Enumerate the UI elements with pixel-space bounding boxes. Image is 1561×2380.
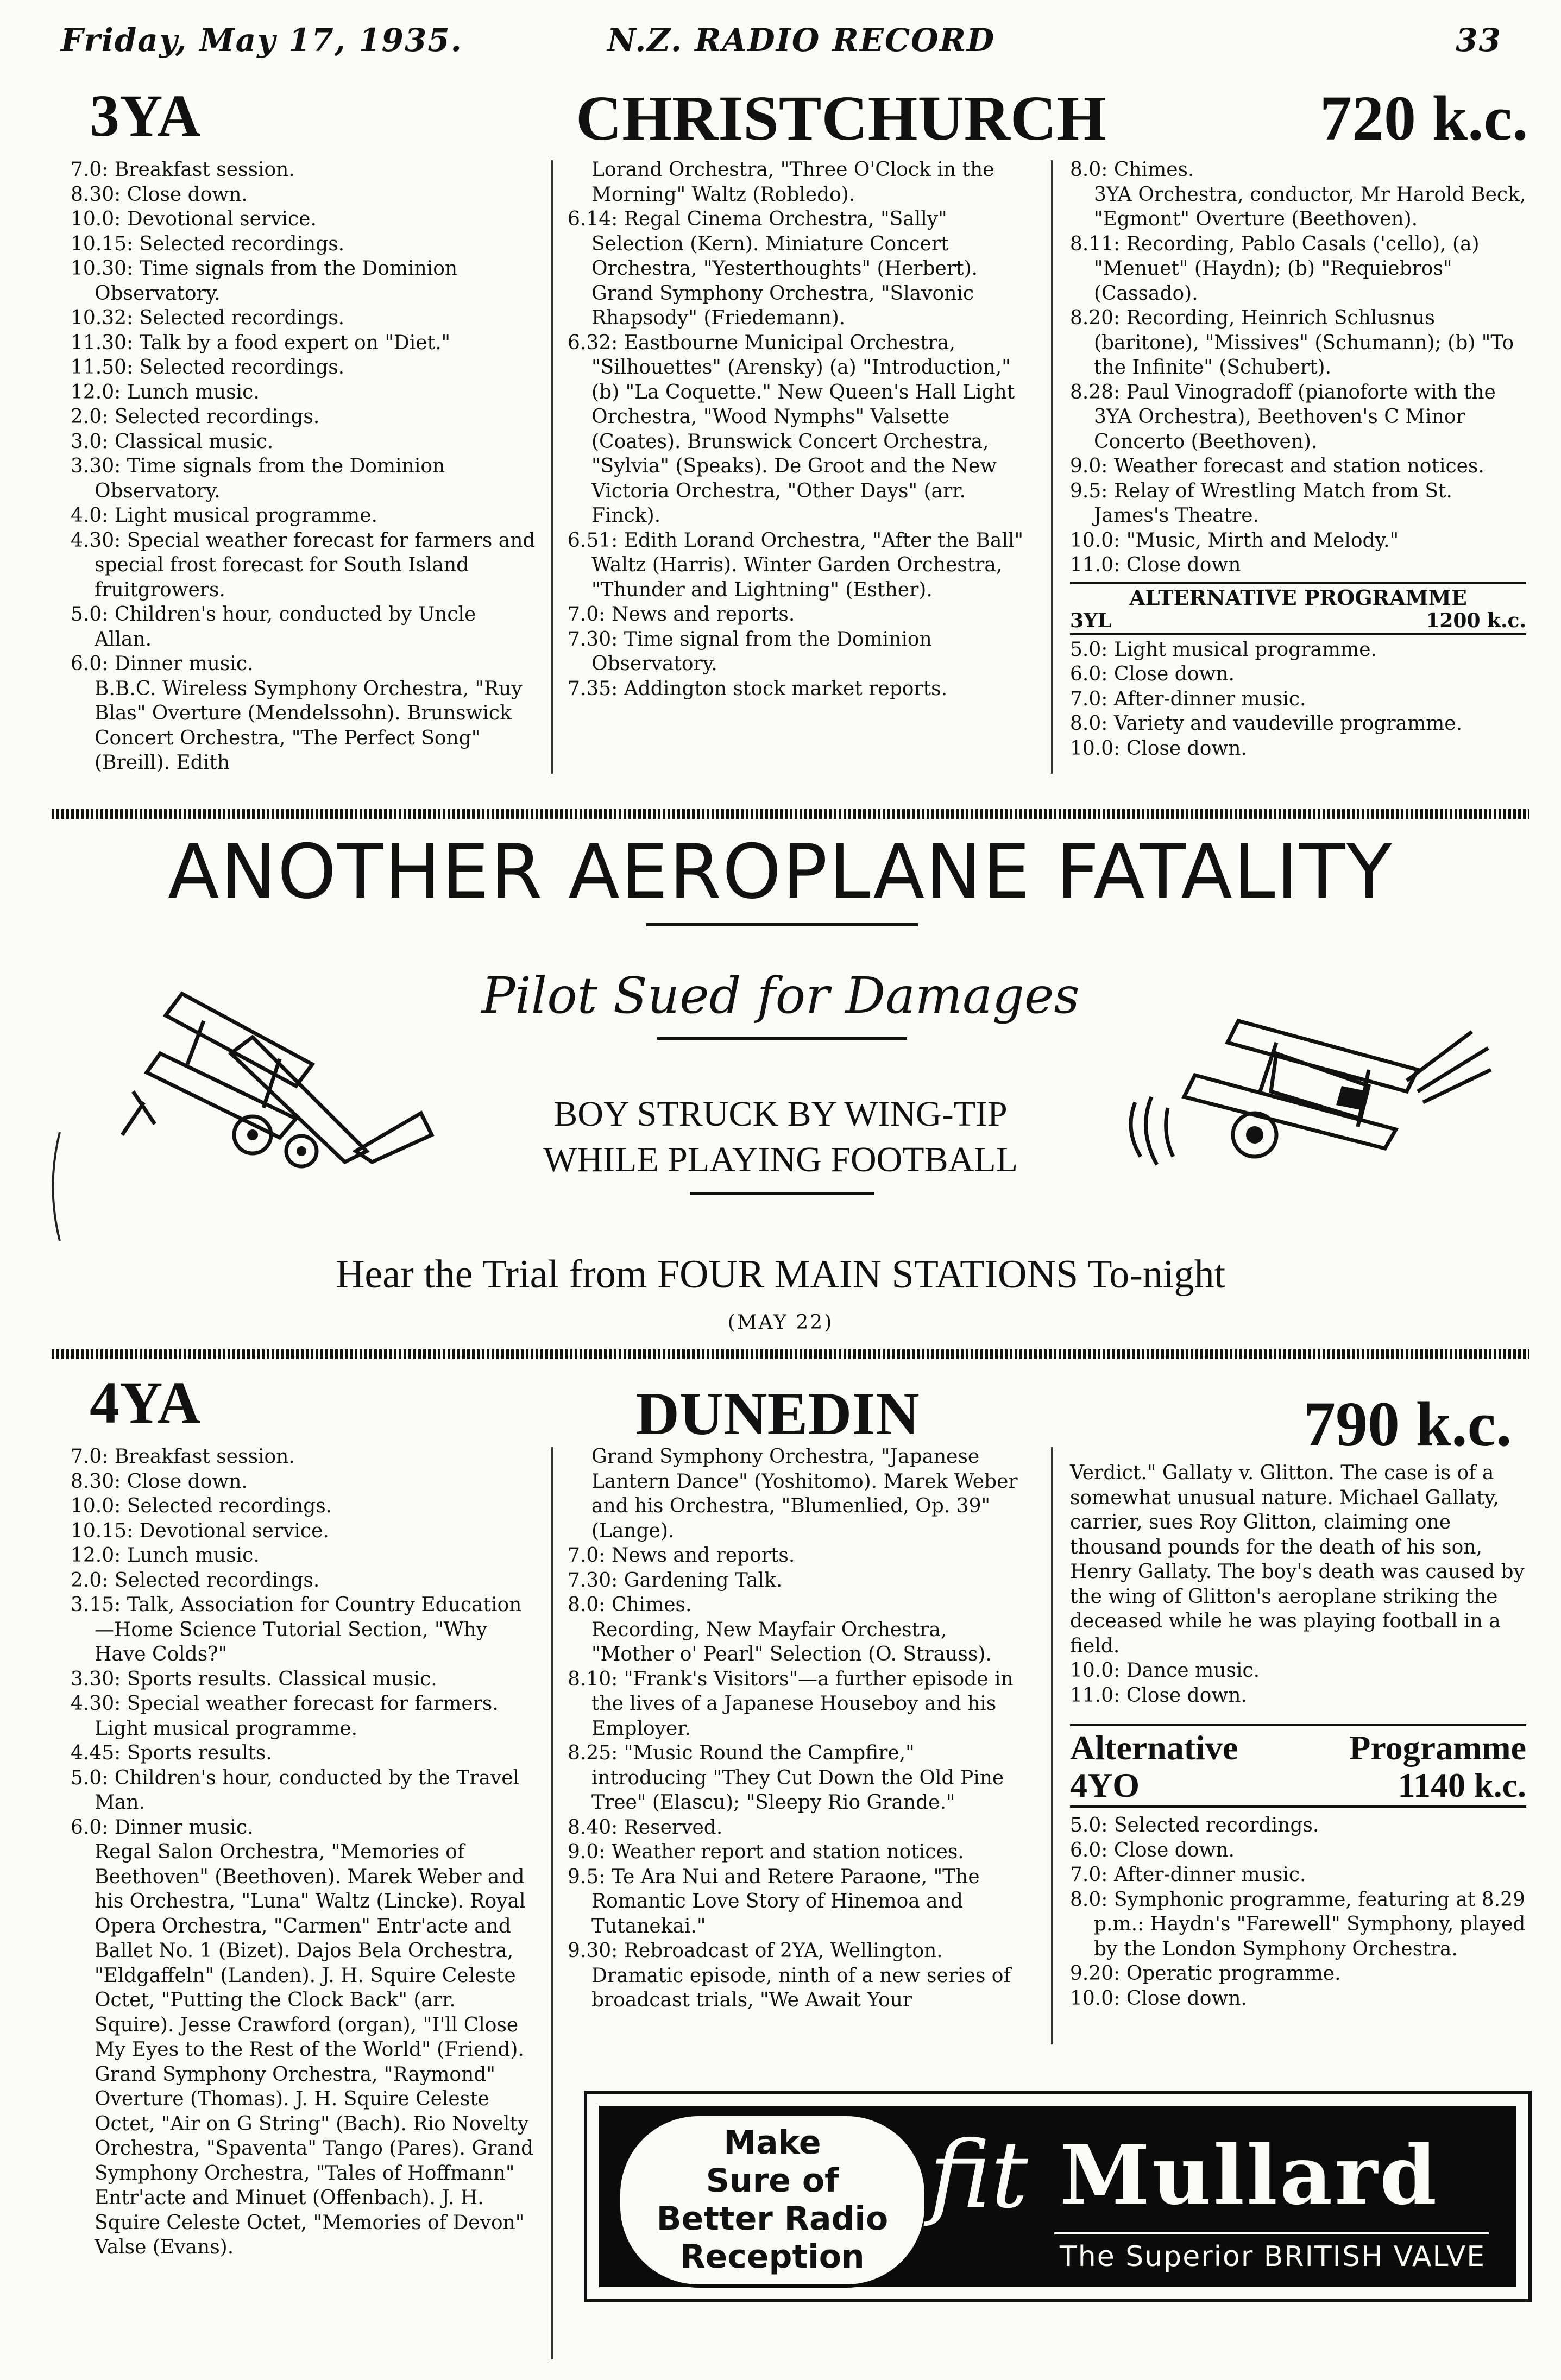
hatched-rule <box>52 1349 1529 1359</box>
dunedin-programme-entry: 4.45: Sports results. <box>71 1742 272 1764</box>
christchurch-programme-entry: 7.35: Addington stock market reports. <box>568 677 948 700</box>
column-divider <box>1051 160 1053 774</box>
christchurch-programme-entry: 6.51: Edith Lorand Orchestra, "After the Ball" Waltz (Harris). Winter Garden Orchestra, "Thunder and Lightning" (Esther). <box>568 529 1024 601</box>
christchurch-programme-entry: 10.0: Devotional service. <box>71 208 317 230</box>
alt-call-4yo: 4YO <box>1070 1766 1140 1804</box>
dunedin-column-2 <box>568 1444 1029 2013</box>
christchurch-programme-entry: 4.30: Special weather forecast for farmers and special frost forecast for South Island fruitgrowers. <box>71 529 536 601</box>
dunedin-alt-programme-entry: 5.0: Selected recordings. <box>1070 1814 1319 1836</box>
column-divider <box>551 1447 553 2359</box>
christchurch-programme-entry: 7.0: Breakfast session. <box>71 159 295 181</box>
dunedin-programme-entry: 10.15: Devotional service. <box>71 1519 329 1542</box>
dunedin-column-1 <box>71 1444 538 2260</box>
column-divider <box>1051 1447 1053 2044</box>
hatched-rule <box>52 809 1529 819</box>
alt-programme-title-3yl: ALTERNATIVE PROGRAMME <box>1129 585 1467 610</box>
christchurch-programme-entry: 4.0: Light musical programme. <box>71 504 377 527</box>
ad-brand-mullard: Mullard <box>1060 2128 1439 2223</box>
dunedin-alt-programme-entry: 10.0: Close down. <box>1070 1987 1247 2010</box>
feature-headline: ANOTHER AEROPLANE FATALITY <box>168 828 1393 916</box>
dunedin-alt-programme-entry: 8.0: Symphonic programme, featuring at 8.29 p.m.: Haydn's "Farewell" Symphony, played by the London Symphony Orchestra. <box>1070 1888 1526 1960</box>
running-head-page: 33 <box>1456 22 1502 59</box>
headline-rule <box>646 923 918 926</box>
christchurch-programme-entry: 3.0: Classical music. <box>71 430 274 453</box>
christchurch-alt-programme-entry: 5.0: Light musical programme. <box>1070 638 1377 661</box>
christchurch-programme-entry: 7.30: Time signal from the Dominion Observatory. <box>568 628 932 675</box>
running-head-date: Friday, May 17, 1935. <box>61 22 463 59</box>
christchurch-programme-entry: 11.50: Selected recordings. <box>71 356 345 378</box>
trial-date: (MAY 22) <box>727 1311 834 1334</box>
alt-freq-4yo: 1140 k.c. <box>1398 1766 1526 1804</box>
ad-oval-badge <box>617 2113 928 2288</box>
christchurch-alt-programme-entry: 8.0: Variety and vaudeville programme. <box>1070 712 1463 735</box>
station-call-3ya: 3YA <box>90 83 200 149</box>
christchurch-alt-programme-entry: 10.0: Close down. <box>1070 737 1247 760</box>
christchurch-programme-entry: 7.0: News and reports. <box>568 603 795 626</box>
christchurch-programme-entry: 8.20: Recording, Heinrich Schlusnus (baritone), "Missives" (Schumann); (b) "To the Infinite" (Schubert). <box>1070 307 1514 378</box>
dunedin-alt-programme-entry: 7.0: After-dinner music. <box>1070 1864 1306 1886</box>
dunedin-programme-entry: 8.10: "Frank's Visitors"—a further episode in the lives of a Japanese Houseboy and his Employer. <box>568 1668 1014 1740</box>
christchurch-alt-list <box>1070 637 1526 761</box>
running-head-paper: N.Z. RADIO RECORD <box>607 22 996 59</box>
christchurch-programme-entry: 11.30: Talk by a food expert on "Diet." <box>71 331 451 354</box>
alt-rule-top <box>1070 582 1526 584</box>
ad-make-line-1: Make <box>723 2124 821 2162</box>
dunedin-programme-entry: 2.0: Selected recordings. <box>71 1569 320 1592</box>
alt-call-3yl: 3YL <box>1070 609 1112 632</box>
christchurch-programme-entry: 10.32: Selected recordings. <box>71 307 345 329</box>
dunedin-alt-programme-entry: 9.20: Operatic programme. <box>1070 1962 1341 1985</box>
upper-wing <box>166 994 312 1086</box>
dunedin-programme-entry: 11.0: Close down. <box>1070 1684 1247 1707</box>
christchurch-programme-entry: 6.14: Regal Cinema Orchestra, "Sally" Selection (Kern). Miniature Concert Orchestra, "Yesterthoughts" (Herbert). Grand Symphony Orchestra, "Slavonic Rhapsody" (Friedemann). <box>568 208 978 329</box>
dunedin-programme-entry: Grand Symphony Orchestra, "Japanese Lantern Dance" (Yoshitomo). Marek Weber and his Orchestra, "Blumenlied, Op. 39" (Lange). <box>591 1445 1018 1542</box>
ad-underline <box>1054 2232 1489 2234</box>
christchurch-programme-entry: 11.0: Close down <box>1070 554 1241 576</box>
dunedin-programme-entry: 9.5: Te Ara Nui and Retere Paraone, "The Romantic Love Story of Hinemoa and Tutanekai." <box>568 1865 980 1937</box>
christchurch-programme-entry: 8.28: Paul Vinogradoff (pianoforte with the 3YA Orchestra), Beethoven's C Minor Concerto (Beethoven). <box>1070 381 1496 453</box>
christchurch-programme-entry: 2.0: Selected recordings. <box>71 406 320 428</box>
station-freq-720: 720 k.c. <box>1320 83 1528 154</box>
dunedin-programme-entry: 3.15: Talk, Association for Country Education—Home Science Tutorial Section, "Why Have Colds?" <box>71 1594 522 1665</box>
column-divider <box>551 160 553 774</box>
feature-deck-line-1: BOY STRUCK BY WING-TIP <box>553 1094 1008 1134</box>
christchurch-column-2 <box>568 157 1029 701</box>
station-city-dunedin: DUNEDIN <box>635 1380 920 1448</box>
christchurch-programme-entry: 6.32: Eastbourne Municipal Orchestra, "Silhouettes" (Arensky) (a) "Introduction," (b) "La Coquette." New Queen's Hall Light Orchestra, "Wood Nymphs" Valsette (Coates). Brunswick Concert Orchestra, "Sylvia" (Speaks). De Groot and the New Victoria Orchestra, "Other Days" (arr. Finck). <box>568 331 1015 527</box>
dunedin-programme-entry: 10.0: Selected recordings. <box>71 1495 332 1517</box>
dunedin-late-list <box>1070 1461 1526 1708</box>
feature-deck-line-2: WHILE PLAYING FOOTBALL <box>543 1140 1018 1179</box>
station-freq-790: 790 k.c. <box>1304 1388 1512 1460</box>
alt-title-b-4yo: Programme <box>1349 1728 1526 1767</box>
dunedin-programme-entry: 6.0: Dinner music. <box>71 1816 254 1839</box>
dunedin-programme-entry: 7.0: Breakfast session. <box>71 1445 295 1468</box>
station-call-4ya: 4YA <box>90 1369 200 1436</box>
christchurch-programme-entry: 5.0: Children's hour, conducted by Uncle Allan. <box>71 603 476 651</box>
ad-make-line-3: Better Radio <box>656 2200 889 2238</box>
dunedin-column-3 <box>1070 1461 1526 2011</box>
christchurch-programme-entry: 9.0: Weather forecast and station notices. <box>1070 455 1484 477</box>
dunedin-programme-entry: 8.0: Chimes. <box>568 1594 692 1616</box>
ad-fit-script: fit <box>929 2122 1028 2229</box>
christchurch-programme-entry: 8.30: Close down. <box>71 183 248 206</box>
feature-subhead: Pilot Sued for Damages <box>481 967 1080 1025</box>
trial-announcement: Hear the Trial from FOUR MAIN STATIONS To-night <box>335 1252 1226 1297</box>
ad-make-line-4: Reception <box>680 2238 865 2276</box>
alt-rule-top <box>1070 1724 1526 1726</box>
christchurch-programme-entry: 12.0: Lunch music. <box>71 381 260 403</box>
dunedin-programme-entry: Verdict." Gallaty v. Glitton. The case is of a somewhat unusual nature. Michael Gallaty, carrier, sues Roy Glitton, claiming one thousand pounds for the death of his son, Henry Gallaty. The boy's death was caused by the wing of Glitton's aeroplane striking the deceased while he was playing football in a field. <box>1070 1462 1525 1657</box>
alt-rule-bottom <box>1070 633 1526 635</box>
biplane-left-illustration <box>117 972 464 1178</box>
christchurch-evening-list <box>1070 157 1526 578</box>
dunedin-programme-entry: 12.0: Lunch music. <box>71 1544 260 1567</box>
mullard-advertisement <box>584 2091 1532 2302</box>
dunedin-programme-entry: 8.40: Reserved. <box>568 1816 723 1839</box>
ad-tagline: The Superior BRITISH VALVE <box>1060 2240 1486 2273</box>
christchurch-programme-entry: 8.0: Chimes. <box>1070 159 1194 181</box>
station-city-christchurch: CHRISTCHURCH <box>576 83 1106 154</box>
dunedin-programme-entry: 5.0: Children's hour, conducted by the Travel Man. <box>71 1766 520 1814</box>
dunedin-programme-entry: 8.30: Close down. <box>71 1470 248 1493</box>
christchurch-programme-entry: 8.11: Recording, Pablo Casals ('cello), (a) "Menuet" (Haydn); (b) "Requiebros" (Cassado). <box>1070 232 1480 305</box>
margin-bracket <box>43 1129 65 1243</box>
christchurch-programme-entry: 10.30: Time signals from the Dominion Observatory. <box>71 257 458 305</box>
christchurch-alt-programme-entry: 7.0: After-dinner music. <box>1070 687 1306 710</box>
dunedin-programme-entry: 9.0: Weather report and station notices. <box>568 1841 964 1863</box>
alt-freq-3yl: 1200 k.c. <box>1426 609 1526 632</box>
biplane-right-illustration <box>1113 1010 1494 1189</box>
dunedin-programme-entry: Regal Salon Orchestra, "Memories of Beethoven" (Beethoven). Marek Weber and his Orchestra, "Luna" Waltz (Lincke). Royal Opera Orchestra, "Carmen" Entr'acte and Ballet No. 1 (Bizet). Dajos Bela Orchestra, "Eldgaffeln" (Landen). J. H. Squire Celeste Octet, "Putting the Clock Back" (arr. Squire). Jesse Crawford (organ), "I'll Close My Eyes to the Rest of the World" (Friend). Grand Symphony Orchestra, "Raymond" Overture (Thomas). J. H. Squire Celeste Octet, "Air on G String" (Bach). Rio Novelty Orchestra, "Spaventa" Tango (Pares). Grand Symphony Orchestra, "Tales of Hoffmann" Entr'acte and Minuet (Offenbach). J. H. Squire Celeste Octet, "Memories of Devon" Valse (Evans). <box>95 1841 534 2258</box>
subhead-rule <box>657 1037 907 1040</box>
christchurch-programme-entry: 9.5: Relay of Wrestling Match from St. James's Theatre. <box>1070 479 1452 527</box>
dunedin-programme-entry: 8.25: "Music Round the Campfire," introducing "They Cut Down the Old Pine Tree" (Elascu); "Sleepy Rio Grande." <box>568 1742 1004 1814</box>
dunedin-programme-entry: 7.30: Gardening Talk. <box>568 1569 783 1592</box>
ad-make-line-2: Sure of <box>706 2162 839 2200</box>
christchurch-programme-entry: 10.15: Selected recordings. <box>71 232 345 255</box>
christchurch-programme-entry: 6.0: Dinner music. <box>71 653 254 675</box>
christchurch-programme-entry: B.B.C. Wireless Symphony Orchestra, "Ruy Blas" Overture (Mendelssohn). Brunswick Concert Orchestra, "The Perfect Song" (Breill). Edith <box>95 677 523 774</box>
dunedin-programme-entry: Recording, New Mayfair Orchestra, "Mother o' Pearl" Selection (O. Strauss). <box>591 1618 992 1665</box>
christchurch-programme-entry: Lorand Orchestra, "Three O'Clock in the Morning" Waltz (Robledo). <box>591 159 994 206</box>
dunedin-programme-entry: 10.0: Dance music. <box>1070 1659 1260 1682</box>
dunedin-alt-programme-entry: 6.0: Close down. <box>1070 1839 1235 1861</box>
alt-title-a-4yo: Alternative <box>1070 1728 1238 1767</box>
christchurch-column-1 <box>71 157 538 775</box>
dunedin-programme-entry: 7.0: News and reports. <box>568 1544 795 1567</box>
christchurch-programme-entry: 3YA Orchestra, conductor, Mr Harold Beck, "Egmont" Overture (Beethoven). <box>1094 183 1526 230</box>
dunedin-alt-list <box>1070 1813 1526 2011</box>
dunedin-programme-entry: 4.30: Special weather forecast for farmers. Light musical programme. <box>71 1693 499 1740</box>
dunedin-programme-entry: 3.30: Sports results. Classical music. <box>71 1668 437 1690</box>
deck-rule <box>690 1192 874 1195</box>
alt-rule-bottom <box>1070 1805 1526 1808</box>
christchurch-column-3 <box>1070 157 1526 760</box>
christchurch-alt-programme-entry: 6.0: Close down. <box>1070 663 1235 685</box>
christchurch-programme-entry: 10.0: "Music, Mirth and Melody." <box>1070 529 1399 552</box>
christchurch-programme-entry: 3.30: Time signals from the Dominion Observatory. <box>71 455 445 502</box>
dunedin-programme-entry: 9.30: Rebroadcast of 2YA, Wellington. Dramatic episode, ninth of a new series of broadcast trials, "We Await Your <box>568 1940 1011 2011</box>
